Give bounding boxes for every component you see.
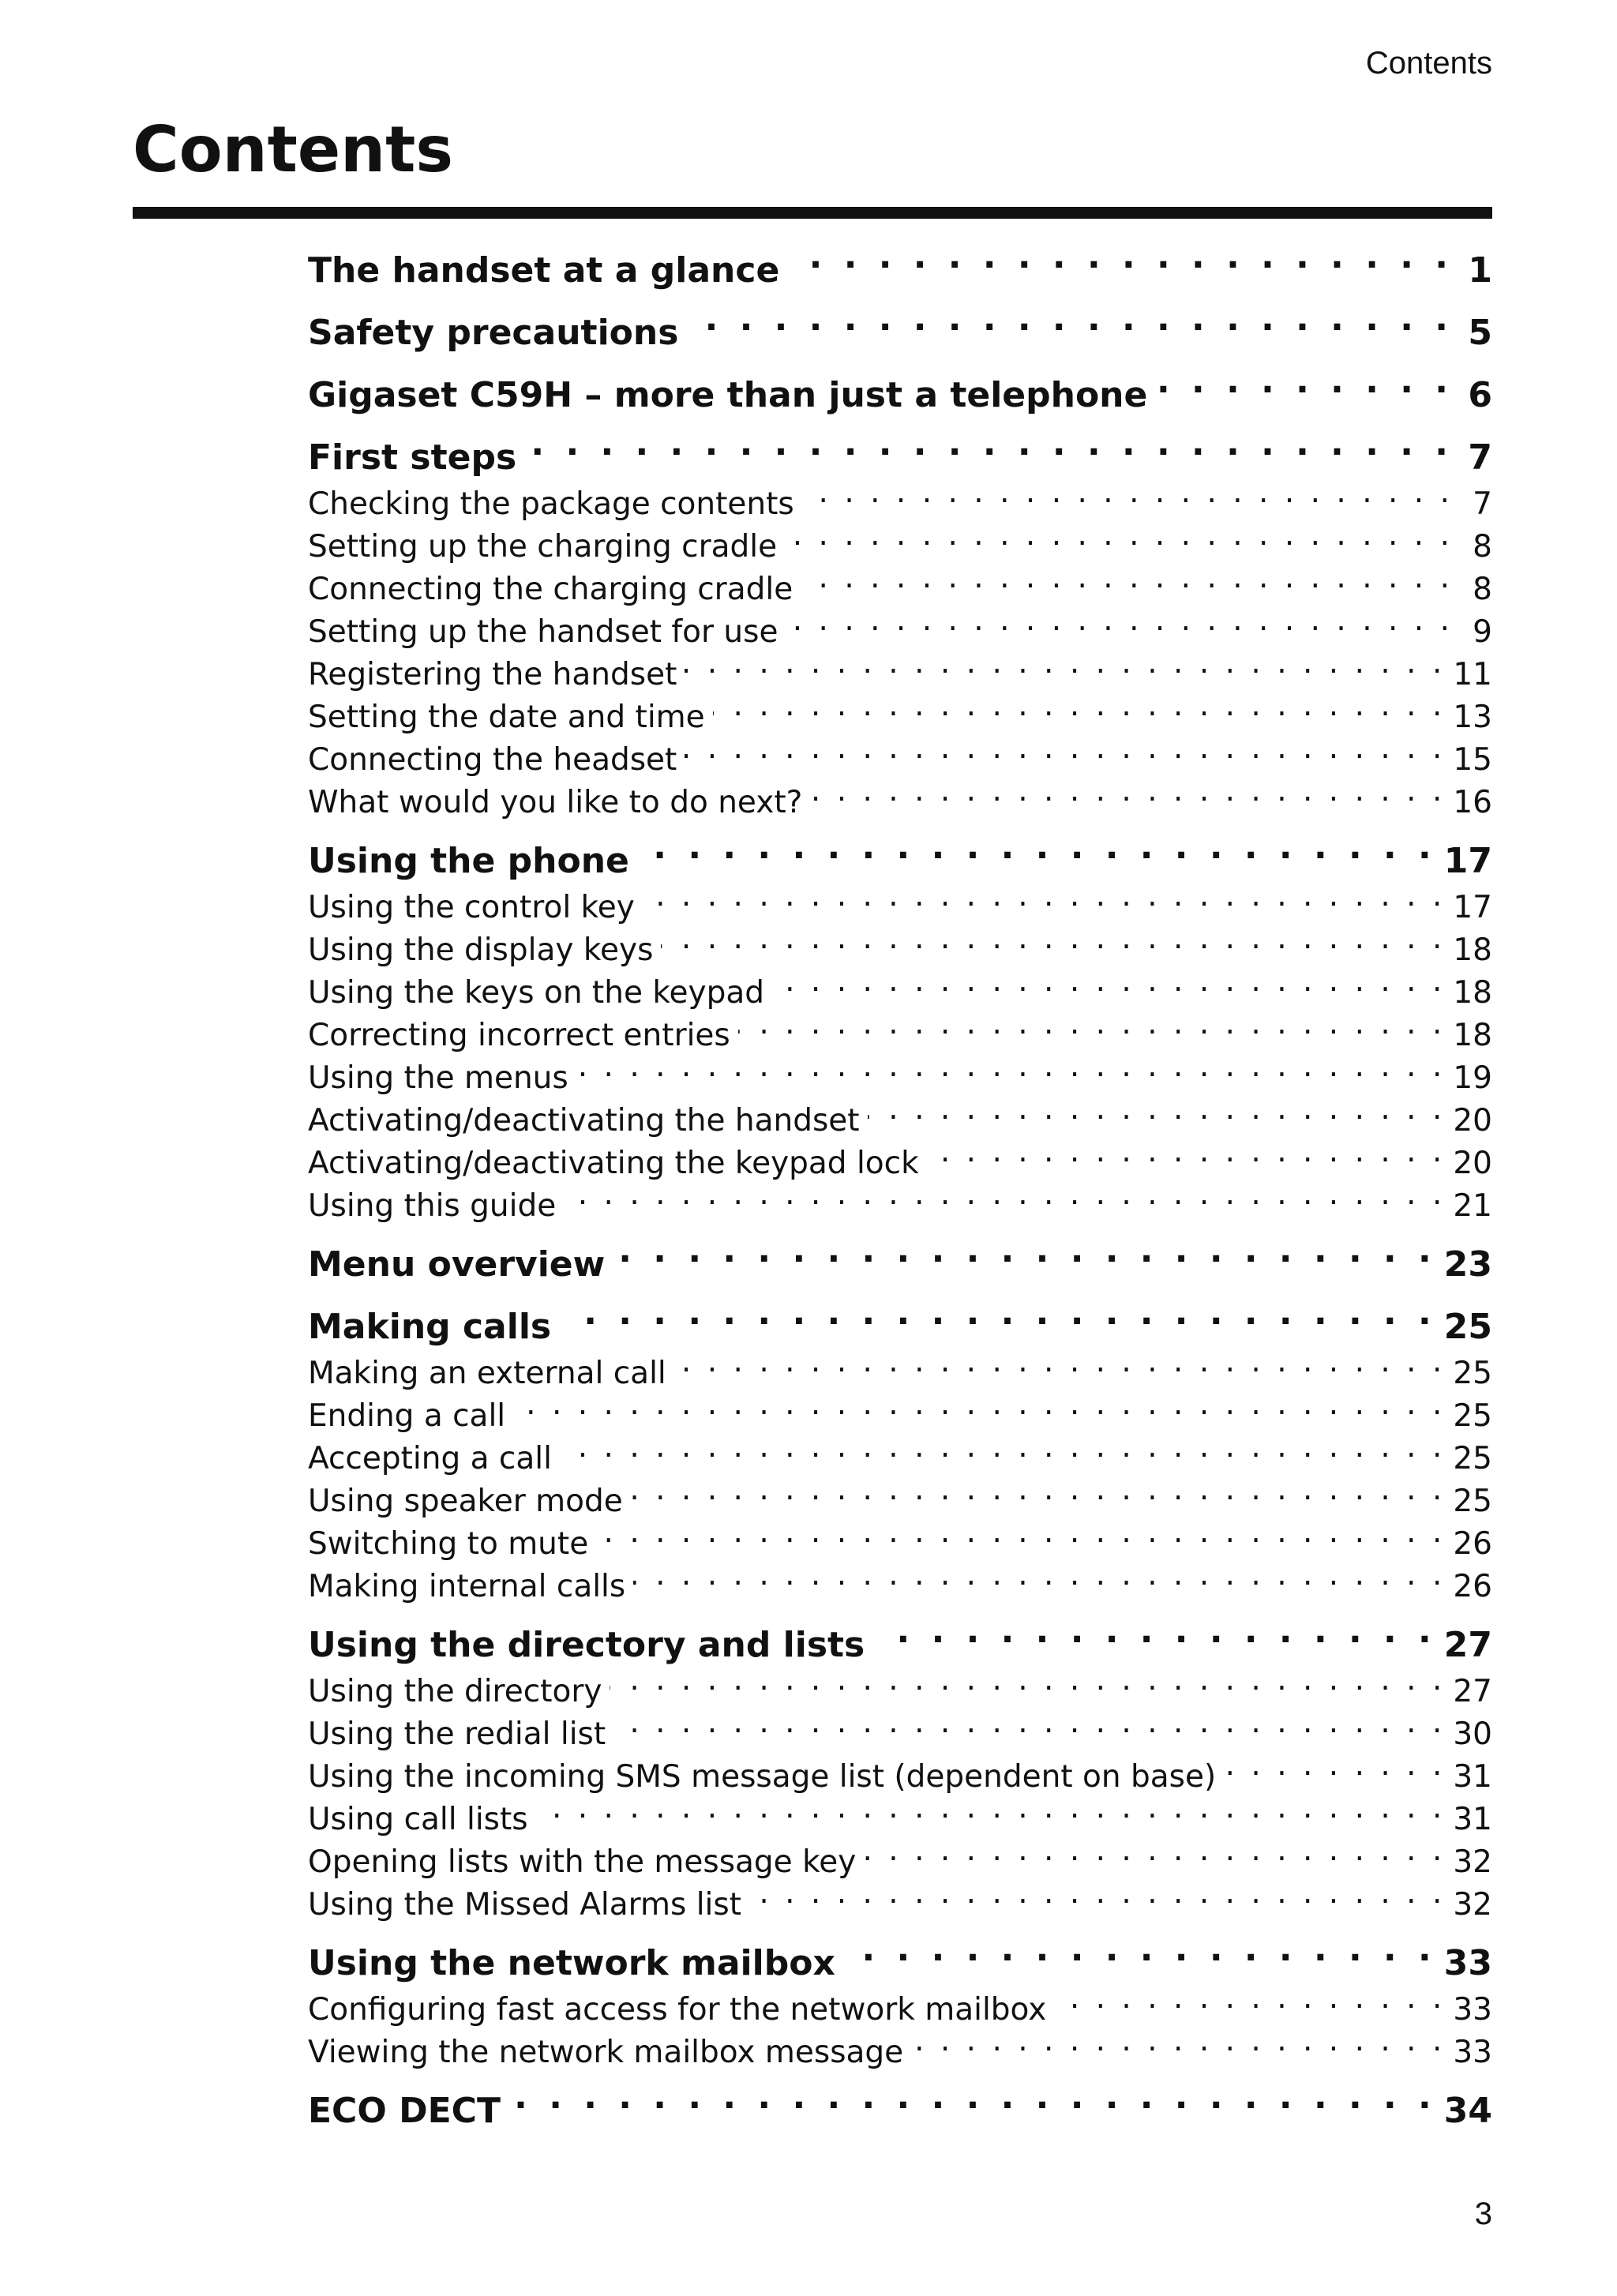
toc-chapter-entry[interactable] <box>308 370 1492 421</box>
toc-subentry-page: 27 <box>1453 1674 1492 1709</box>
toc-subentry-title: Viewing the network mailbox message <box>308 2035 904 2070</box>
toc-subentry-title: Connecting the charging cradle <box>308 572 793 607</box>
dot-leader <box>911 2032 1445 2062</box>
toc-chapter-entry-title: Safety precautions <box>308 313 679 353</box>
toc-subentry-page: 18 <box>1453 932 1492 968</box>
dot-leader <box>564 1185 1445 1216</box>
toc-chapter-entry-page: 27 <box>1443 1625 1492 1665</box>
dot-leader <box>749 1884 1445 1915</box>
toc-subentry[interactable] <box>308 1523 1492 1566</box>
toc-chapter-entry-page: 25 <box>1443 1307 1492 1347</box>
dot-leader <box>801 568 1453 599</box>
toc-subentry-title: Configuring fast access for the network mailbox <box>308 1992 1047 2028</box>
toc-chapter-entry-page: 1 <box>1468 250 1492 291</box>
dot-leader <box>643 887 1446 917</box>
toc-section <box>308 433 1492 824</box>
dot-leader <box>787 247 1453 282</box>
toc-chapter-entry-page: 33 <box>1443 1943 1492 1983</box>
toc-subentry-title: Making an external call <box>308 1356 666 1391</box>
toc-section <box>308 370 1492 421</box>
toc-subentry-title: Using this guide <box>308 1188 557 1224</box>
toc-subentry-page: 7 <box>1473 486 1492 522</box>
toc-subentry-title: Activating/deactivating the handset <box>308 1103 860 1139</box>
toc-subentry-page: 33 <box>1453 2035 1492 2070</box>
dot-leader <box>738 1015 1446 1045</box>
toc-subentry[interactable] <box>308 1713 1492 1756</box>
toc-subentry-page: 32 <box>1453 1887 1492 1923</box>
toc-subentry[interactable] <box>308 1480 1492 1523</box>
toc-subentry-page: 11 <box>1453 657 1492 692</box>
toc-chapter-entry-title: Using the phone <box>308 841 629 881</box>
toc-subentry[interactable] <box>308 1352 1492 1395</box>
dot-leader <box>576 1057 1446 1088</box>
dot-leader <box>674 1352 1446 1383</box>
toc-chapter-entry-title: ECO DECT <box>308 2091 501 2131</box>
toc-subentry-page: 26 <box>1453 1569 1492 1604</box>
toc-subentry-title: Accepting a call <box>308 1441 552 1476</box>
toc-chapter-entry[interactable] <box>308 1620 1492 1671</box>
toc-subentry[interactable] <box>308 1989 1492 2032</box>
toc-subentry-page: 26 <box>1453 1526 1492 1562</box>
toc-subentry[interactable] <box>308 972 1492 1015</box>
dot-leader <box>560 1438 1445 1469</box>
toc-subentry[interactable] <box>308 526 1492 568</box>
dot-leader <box>637 838 1436 872</box>
dot-leader <box>713 696 1446 727</box>
toc-chapter-entry[interactable] <box>308 1240 1492 1290</box>
toc-subentry[interactable] <box>308 739 1492 782</box>
toc-subentry-title: Using the keys on the keypad <box>308 975 765 1011</box>
toc-chapter-entry-page: 17 <box>1443 841 1492 881</box>
dot-leader <box>868 1100 1446 1131</box>
toc-chapter-entry[interactable] <box>308 2086 1492 2137</box>
toc-subentry-page: 20 <box>1453 1146 1492 1181</box>
dot-leader <box>786 611 1453 642</box>
toc-chapter-entry[interactable] <box>308 836 1492 887</box>
toc-chapter-entry-page: 7 <box>1468 437 1492 478</box>
toc-subentry-page: 21 <box>1453 1188 1492 1224</box>
toc-subentry-page: 9 <box>1473 614 1492 650</box>
toc-subentry-page: 17 <box>1453 890 1492 925</box>
page-title: Contents <box>133 113 453 186</box>
toc-subentry-title: Registering the handset <box>308 657 677 692</box>
toc-subentry-title: Correcting incorrect entries <box>308 1018 730 1053</box>
dot-leader <box>927 1142 1446 1173</box>
dot-leader <box>685 654 1445 685</box>
dot-leader <box>843 1940 1436 1975</box>
toc-subentry[interactable] <box>308 887 1492 929</box>
toc-chapter-entry[interactable] <box>308 308 1492 358</box>
dot-leader <box>772 972 1445 1003</box>
toc-chapter-entry-page: 23 <box>1443 1244 1492 1285</box>
toc-chapter-entry-title: Using the directory and lists <box>308 1625 865 1665</box>
toc-subentry-title: What would you like to do next? <box>308 785 803 820</box>
toc-subentry-title: Using the directory <box>308 1674 602 1709</box>
toc-chapter-entry[interactable] <box>308 1302 1492 1352</box>
dot-leader <box>864 1841 1445 1872</box>
toc-section <box>308 308 1492 358</box>
toc-subentry[interactable] <box>308 1185 1492 1228</box>
dot-leader <box>802 483 1453 514</box>
toc-section <box>308 246 1492 296</box>
toc-subentry[interactable] <box>308 654 1492 696</box>
toc-subentry[interactable] <box>308 568 1492 611</box>
table-of-contents <box>308 246 1492 2137</box>
toc-chapter-entry-title: Making calls <box>308 1307 552 1347</box>
dot-leader <box>661 929 1445 960</box>
toc-chapter-entry[interactable] <box>308 246 1492 296</box>
toc-subentry[interactable] <box>308 1841 1492 1884</box>
dot-leader <box>1054 1989 1445 2020</box>
title-rule <box>133 207 1492 219</box>
toc-chapter-entry-title: Using the network mailbox <box>308 1943 835 1983</box>
dot-leader <box>524 434 1453 469</box>
toc-subentry-page: 8 <box>1473 572 1492 607</box>
toc-subentry-page: 32 <box>1453 1844 1492 1880</box>
toc-chapter-entry-page: 34 <box>1443 2091 1492 2131</box>
page-number: 3 <box>1474 2197 1492 2231</box>
toc-subentry[interactable] <box>308 782 1492 824</box>
toc-subentry[interactable] <box>308 696 1492 739</box>
toc-subentry[interactable] <box>308 1142 1492 1185</box>
toc-subentry-title: Using the incoming SMS message list (dependent on base) <box>308 1759 1217 1795</box>
toc-subentry-page: 25 <box>1453 1441 1492 1476</box>
dot-leader <box>685 739 1445 770</box>
toc-subentry-title: Using the Missed Alarms list <box>308 1887 741 1923</box>
dot-leader <box>686 310 1453 344</box>
toc-subentry[interactable] <box>308 1395 1492 1438</box>
toc-section <box>308 1620 1492 1926</box>
dot-leader <box>596 1523 1445 1554</box>
toc-subentry[interactable] <box>308 1566 1492 1608</box>
toc-subentry-page: 20 <box>1453 1103 1492 1139</box>
dot-leader <box>872 1622 1436 1656</box>
toc-subentry-title: Checking the package contents <box>308 486 794 522</box>
toc-subentry-title: Activating/deactivating the keypad lock <box>308 1146 919 1181</box>
toc-subentry-page: 16 <box>1453 785 1492 820</box>
toc-chapter-entry-page: 5 <box>1468 313 1492 353</box>
toc-subentry[interactable] <box>308 1799 1492 1841</box>
dot-leader <box>785 526 1453 557</box>
toc-section <box>308 2086 1492 2137</box>
toc-section <box>308 1302 1492 1608</box>
dot-leader <box>513 1395 1445 1426</box>
toc-subentry-title: Using the redial list <box>308 1716 606 1752</box>
toc-subentry-page: 15 <box>1453 742 1492 778</box>
toc-subentry-page: 31 <box>1453 1759 1492 1795</box>
toc-subentry-title: Ending a call <box>308 1398 506 1434</box>
dot-leader <box>610 1671 1445 1701</box>
toc-chapter-entry[interactable] <box>308 1938 1492 1989</box>
dot-leader <box>1224 1756 1445 1787</box>
dot-leader <box>613 1713 1445 1744</box>
toc-subentry-page: 13 <box>1453 700 1492 735</box>
toc-subentry-page: 8 <box>1473 529 1492 565</box>
toc-subentry[interactable] <box>308 1057 1492 1100</box>
toc-subentry[interactable] <box>308 483 1492 526</box>
dot-leader <box>508 2088 1436 2122</box>
dot-leader <box>559 1304 1436 1338</box>
toc-subentry-title: Switching to mute <box>308 1526 589 1562</box>
toc-subentry-title: Using the menus <box>308 1060 568 1096</box>
toc-subentry-title: Setting the date and time <box>308 700 705 735</box>
running-header: Contents <box>1365 46 1492 81</box>
toc-chapter-entry-title: Menu overview <box>308 1244 606 1285</box>
toc-subentry-page: 25 <box>1453 1356 1492 1391</box>
dot-leader <box>631 1480 1446 1511</box>
dot-leader <box>613 1241 1435 1276</box>
dot-leader <box>810 782 1445 812</box>
toc-subentry[interactable] <box>308 1100 1492 1142</box>
toc-subentry-page: 33 <box>1453 1992 1492 2028</box>
toc-subentry[interactable] <box>308 1671 1492 1713</box>
toc-subentry-page: 25 <box>1453 1398 1492 1434</box>
toc-subentry-title: Using speaker mode <box>308 1484 623 1519</box>
toc-subentry[interactable] <box>308 1884 1492 1926</box>
toc-section <box>308 1240 1492 1290</box>
toc-subentry-title: Using the display keys <box>308 932 654 968</box>
toc-chapter-entry[interactable] <box>308 433 1492 483</box>
toc-subentry-page: 18 <box>1453 975 1492 1011</box>
toc-subentry[interactable] <box>308 1756 1492 1799</box>
toc-subentry-page: 19 <box>1453 1060 1492 1096</box>
toc-subentry[interactable] <box>308 929 1492 972</box>
toc-chapter-entry-title: First steps <box>308 437 517 478</box>
dot-leader <box>633 1566 1445 1596</box>
toc-subentry[interactable] <box>308 1015 1492 1057</box>
toc-subentry-title: Using the control key <box>308 890 635 925</box>
dot-leader <box>536 1799 1446 1829</box>
toc-section <box>308 836 1492 1228</box>
toc-subentry-title: Setting up the handset for use <box>308 614 778 650</box>
toc-chapter-entry-title: The handset at a glance <box>308 250 780 291</box>
toc-chapter-entry-title: Gigaset C59H – more than just a telephone <box>308 375 1148 415</box>
toc-subentry[interactable] <box>308 611 1492 654</box>
toc-subentry-page: 30 <box>1453 1716 1492 1752</box>
toc-section <box>308 1938 1492 2074</box>
toc-chapter-entry-page: 6 <box>1468 375 1492 415</box>
toc-subentry-page: 25 <box>1453 1484 1492 1519</box>
toc-subentry-title: Setting up the charging cradle <box>308 529 778 565</box>
toc-subentry-title: Opening lists with the message key <box>308 1844 857 1880</box>
toc-subentry-title: Connecting the headset <box>308 742 677 778</box>
toc-subentry-title: Making internal calls <box>308 1569 626 1604</box>
toc-subentry[interactable] <box>308 2032 1492 2074</box>
toc-subentry[interactable] <box>308 1438 1492 1480</box>
dot-leader <box>1155 372 1453 407</box>
toc-subentry-page: 31 <box>1453 1802 1492 1837</box>
toc-subentry-page: 18 <box>1453 1018 1492 1053</box>
toc-subentry-title: Using call lists <box>308 1802 528 1837</box>
